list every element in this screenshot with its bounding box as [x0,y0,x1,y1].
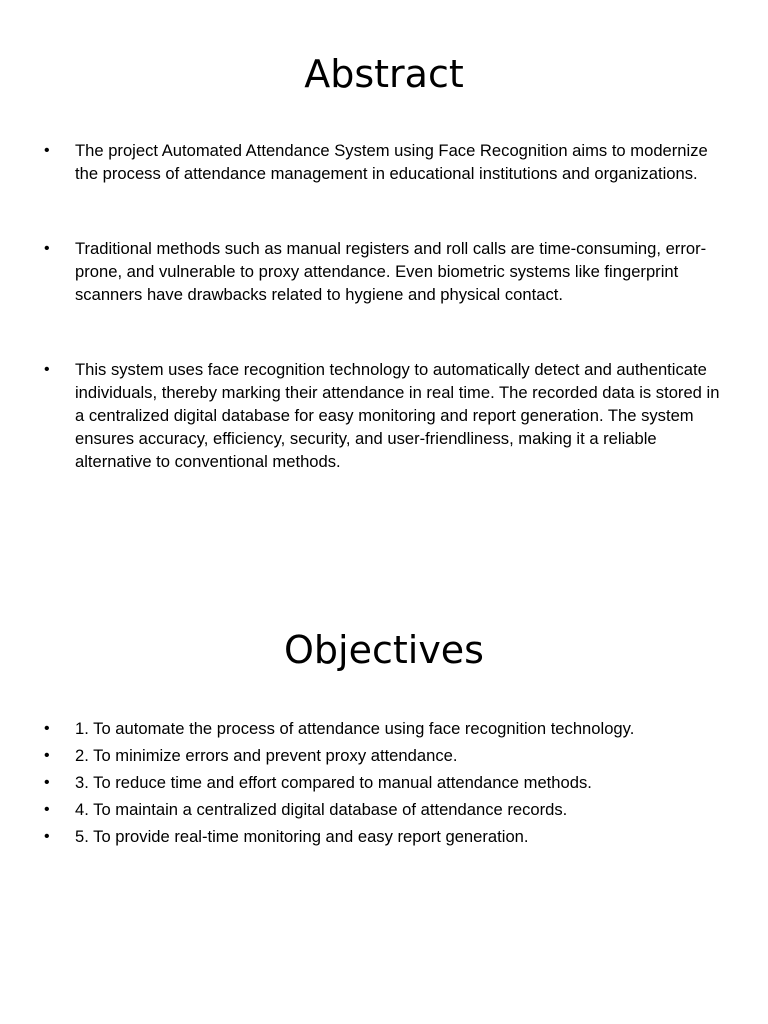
bullet-dot-icon: • [44,828,50,845]
bullet-dot-icon: • [44,801,50,818]
bullet-dot-icon: • [44,240,50,257]
bullet-dot-icon: • [44,747,50,764]
objective-item [0,742,768,769]
objective-text: 3. To reduce time and effort compared to manual attendance methods. [75,773,592,792]
abstract-bullet-text: The project Automated Attendance System using Face Recognition aims to modernize the process of attendance management in educational institutions and organizations. [75,141,708,183]
abstract-bullet-text: Traditional methods such as manual registers and roll calls are time-consuming, error-prone, and vulnerable to proxy attendance. Even biometric systems like fingerprint scanners have drawbacks related to hygiene and physical contact. [75,239,707,304]
bullet-dot-icon: • [44,142,50,159]
abstract-bullet [0,237,768,306]
bullet-dot-icon: • [44,361,50,378]
objectives-bullet-list [0,715,768,850]
objectives-slide [0,576,768,1024]
abstract-bullet [0,358,768,473]
objective-text: 4. To maintain a centralized digital database of attendance records. [75,800,568,819]
objective-text: 2. To minimize errors and prevent proxy attendance. [75,746,458,765]
objective-item [0,715,768,742]
bullet-dot-icon: • [44,774,50,791]
objective-item [0,823,768,850]
abstract-bullet-list [0,139,768,525]
abstract-bullet [0,139,768,185]
objective-item [0,796,768,823]
objective-item [0,769,768,796]
abstract-title: Abstract [304,52,464,96]
objective-text: 1. To automate the process of attendance using face recognition technology. [75,719,635,738]
abstract-bullet-text: This system uses face recognition technology to automatically detect and authenticate individuals, thereby marking their attendance in real time. The recorded data is stored in a centralized digital database for easy monitoring and report generation. The system ensures accuracy, efficiency, security, and user-friendliness, making it a reliable alternative to conventional methods. [75,360,720,471]
objectives-title: Objectives [284,628,484,672]
objective-text: 5. To provide real-time monitoring and easy report generation. [75,827,529,846]
bullet-dot-icon: • [44,720,50,737]
